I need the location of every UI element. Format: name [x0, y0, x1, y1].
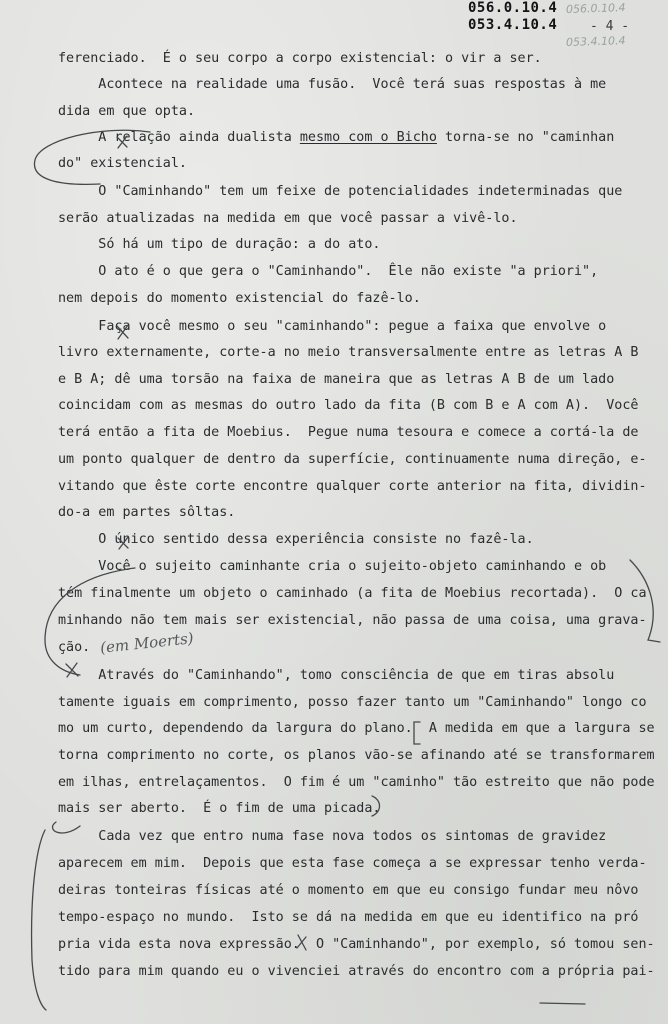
text-line: Só há um tipo de duração: a do ato.: [58, 237, 381, 252]
archive-reference-faint-2: 053.4.10.4: [565, 33, 626, 50]
text-line: O ato é o que gera o "Caminhando". Êle não existe "a priori",: [58, 264, 599, 279]
text-line: dida em que opta.: [58, 104, 196, 119]
text-line: em ilhas, entrelaçamentos. O fim é um "caminho" tão estreito que não pode: [58, 775, 655, 790]
archive-reference-2: 053.4.10.4: [468, 17, 558, 33]
text-line: pria vida esta nova expressão. O "Caminhando", por exemplo, só tomou sen-: [58, 937, 655, 952]
text-line: O "Caminhando" tem um feixe de potencialidades indeterminadas que: [58, 184, 623, 199]
text-line: serão atualizadas na medida em que você passar a vivê-lo.: [58, 211, 518, 226]
text-line: [58, 129, 614, 147]
text-segment: A relação ainda dualista: [58, 130, 300, 145]
handwritten-note: (em Moerts): [99, 629, 195, 657]
text-line: tém finalmente um objeto o caminhado (a fita de Moebius recortada). O ca: [58, 586, 647, 601]
text-line: minhando não tem mais ser existencial, não passa de uma coisa, uma grava-: [58, 613, 647, 628]
text-line: tamente iguais em comprimento, posso fazer tanto um "Caminhando" longo co: [58, 695, 647, 710]
text-line: torna comprimento no corte, os planos vão-se afinando até se transformarem: [58, 748, 655, 763]
text-line: um ponto qualquer de dentro da superfície, continuamente numa direção, e-: [58, 452, 647, 467]
text-line: mo um curto, dependendo da largura do plano. A medida em que a largura se: [58, 721, 655, 736]
text-line: livro externamente, corte-a no meio transversalmente entre as letras A B: [58, 345, 639, 360]
archive-reference-faint-1: 056.0.10.4: [565, 0, 626, 17]
text-line: nem depois do momento existencial do fazê-lo.: [58, 291, 421, 306]
text-line: tido para mim quando eu o vivenciei através do encontro com a própria pai-: [58, 964, 655, 979]
underlined-phrase: mesmo com o Bicho: [299, 130, 437, 145]
text-line: aparecem em mim. Depois que esta fase começa a se expressar tenho verda-: [58, 856, 647, 871]
text-line: coincidam com as mesmas do outro lado da fita (B com B e A com A). Você: [58, 398, 639, 413]
text-line: do" existencial.: [58, 156, 187, 171]
text-line: mais ser aberto. É o fim de uma picada.: [58, 801, 381, 816]
text-segment: torna-se no "caminhan: [436, 130, 615, 145]
archive-reference-1: 056.0.10.4: [468, 0, 558, 16]
text-line: tempo-espaço no mundo. Isto se dá na medida em que eu identifico na pró: [58, 910, 639, 925]
text-line: vitando que êste corte encontre qualquer corte anterior na fita, dividin-: [58, 479, 647, 494]
text-line: e B A; dê uma torsão na faixa de maneira que as letras A B de um lado: [58, 372, 615, 387]
text-line: do-a em partes sôltas.: [58, 505, 236, 520]
page-number: - 4 -: [590, 19, 630, 34]
text-line: O único sentido dessa experiência consiste no fazê-la.: [58, 532, 534, 547]
text-line: Cada vez que entro numa fase nova todos os sintomas de gravidez: [58, 829, 607, 844]
text-line: ção.: [58, 640, 91, 655]
text-line: terá então a fita de Moebius. Pegue numa tesoura e comece a cortá-la de: [58, 425, 639, 440]
mark: [540, 1003, 585, 1004]
text-line: Através do "Caminhando", tomo consciência de que em tiras absolu: [58, 668, 615, 683]
text-line: Acontece na realidade uma fusão. Você terá suas respostas à me: [58, 77, 607, 92]
text-line: Você o sujeito caminhante cria o sujeito-objeto caminhando e ob: [58, 559, 607, 574]
text-line: Faça você mesmo o seu "caminhando": pegue a faixa que envolve o: [58, 319, 607, 334]
text-line: ferenciado. É o seu corpo a corpo existencial: o vir a ser.: [58, 51, 542, 66]
text-line: deiras tonteiras físicas até o momento em que eu consigo fundar meu nôvo: [58, 883, 639, 898]
